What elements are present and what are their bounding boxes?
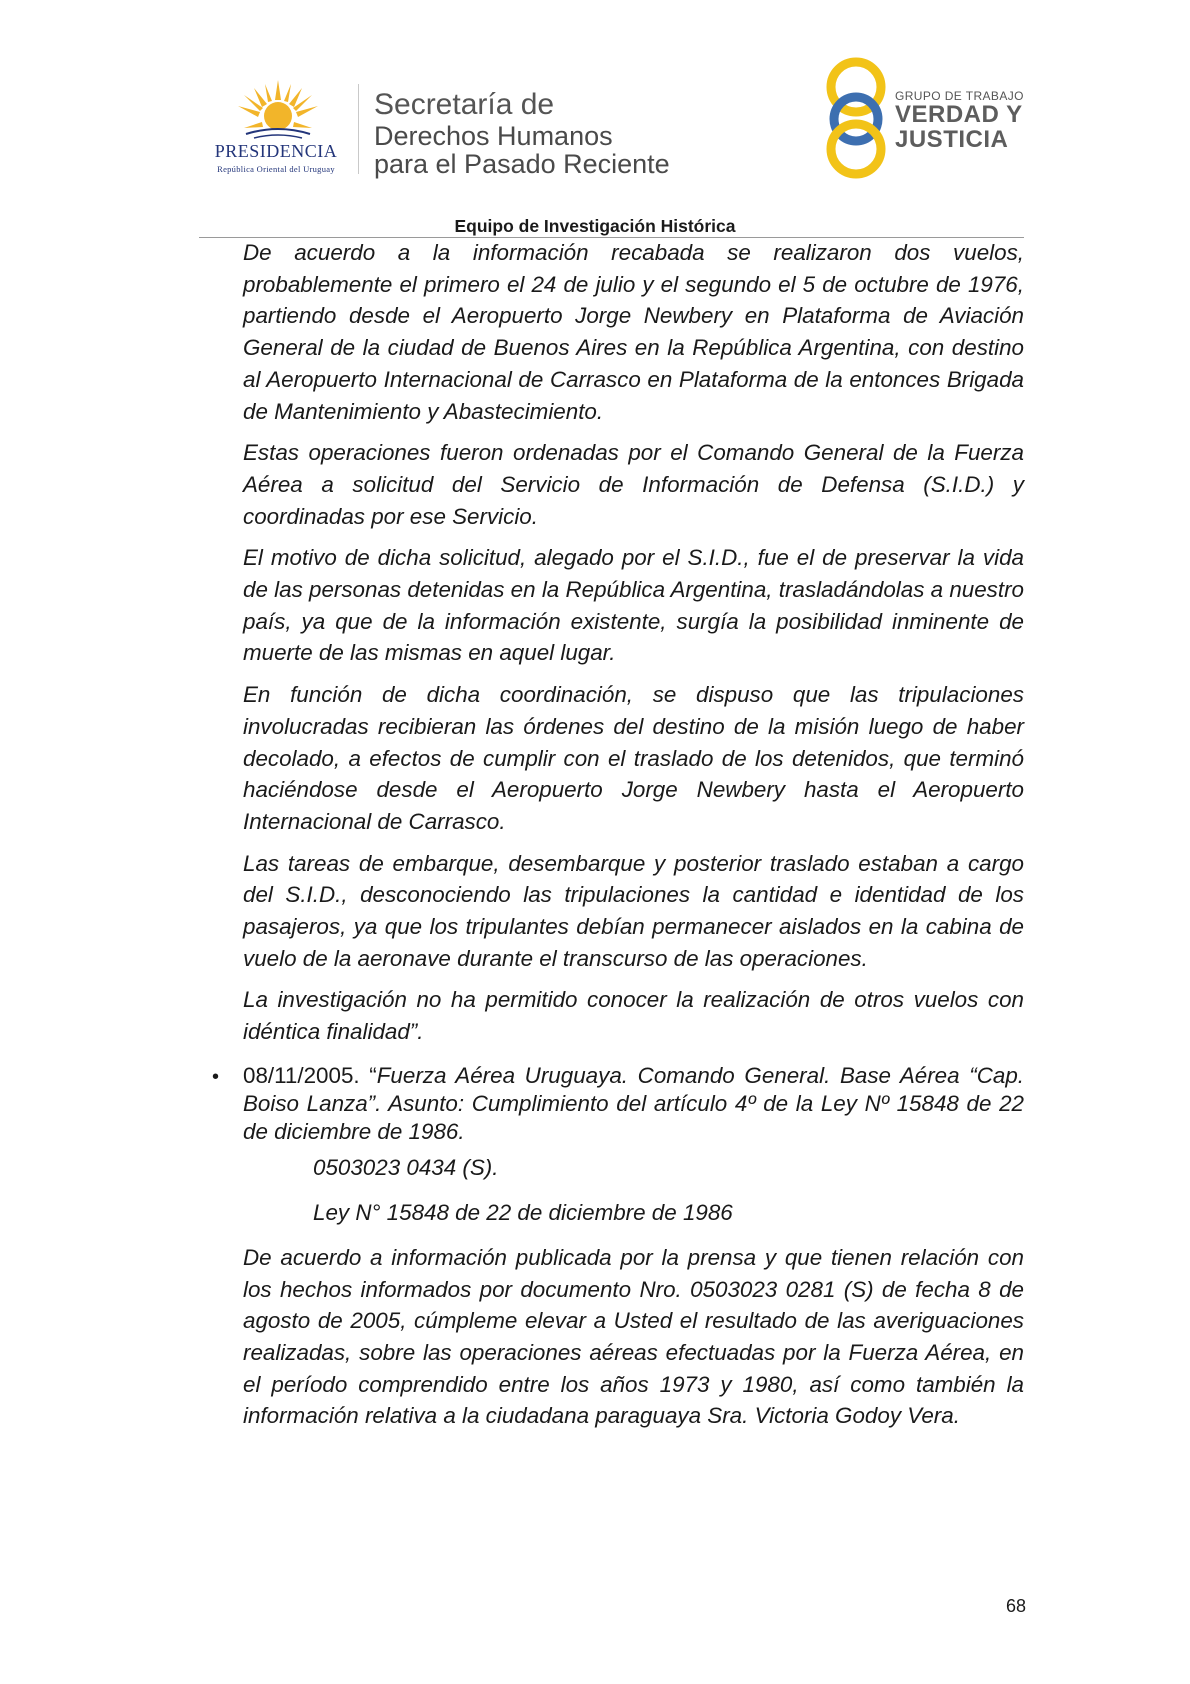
page-header (0, 0, 1190, 215)
law-reference: Ley N° 15848 de 22 de diciembre de 1986 (313, 1199, 733, 1225)
bullet-subject: Fuerza Aérea Uruguaya. Comando General. Base Aérea “Cap. Boiso Lanza”. Asunto: Cumplimiento del artículo 4º de la Ley Nº 15848 de 22 de diciembre de 1986. (243, 1062, 1024, 1144)
bullet-date: 08/11/2005. “ (243, 1062, 377, 1088)
grupo-line3: JUSTICIA (895, 126, 1009, 153)
document-reference: 0503023 0434 (S). (313, 1154, 499, 1180)
presidencia-name: PRESIDENCIA (214, 141, 338, 161)
document-body (212, 237, 1024, 1442)
linked-rings-icon (823, 57, 889, 179)
equipo-title: Equipo de Investigación Histórica (454, 216, 736, 236)
grupo-line2: VERDAD Y (895, 101, 1023, 128)
secretaria-line3: para el Pasado Reciente (374, 149, 670, 179)
header-divider (358, 84, 359, 174)
grupo-line1: GRUPO DE TRABAJO (895, 89, 1024, 103)
paragraph: Estas operaciones fueron ordenadas por el Comando General de la Fuerza Aérea a solicitud del Servicio de Información de Defensa (S.I.D.) y coordinadas por ese Servicio. (243, 440, 1024, 529)
presidencia-subtitle: República Oriental del Uruguay (217, 164, 335, 174)
paragraph: La investigación no ha permitido conocer la realización de otros vuelos con idéntica finalidad”. (243, 987, 1024, 1045)
paragraph: De acuerdo a la información recabada se realizaron dos vuelos, probablemente el primero el 24 de julio y el segundo el 5 de octubre de 1976, partiendo desde el Aeropuerto Jorge Newbery en Plataforma de Aviación General de la ciudad de Buenos Aires en la República Argentina, con destino al Aeropuerto Internacional de Carrasco en Plataforma de la entonces Brigada de Mantenimiento y Abastecimiento. (243, 240, 1024, 424)
paragraph: Las tareas de embarque, desembarque y posterior traslado estaban a cargo del S.I.D., desconociendo las tripulaciones la cantidad e identidad de los pasajeros, ya que los tripulantes debían permanecer aislados en la cabina de vuelo de la aeronave durante el transcurso de las operaciones. (243, 850, 1024, 971)
bullet-icon: • (212, 1065, 220, 1088)
page-number: 68 (1006, 1596, 1027, 1616)
paragraph: El motivo de dicha solicitud, alegado por el S.I.D., fue el de preservar la vida de las personas detenidas en la República Argentina, trasladándolas a nuestro país, ya que de la información existente, surgía la posibilidad inminente de muerte de las mismas en aquel lugar. (243, 545, 1024, 666)
paragraph: En función de dicha coordinación, se dispuso que las tripulaciones involucradas recibieran las órdenes del destino de la misión luego de haber decolado, a efectos de cumplir con el traslado de los detenidos, que terminó haciéndose desde el Aeropuerto Jorge Newbery hasta el Aeropuerto Internacional de Carrasco. (243, 682, 1024, 834)
grupo-verdad-justicia-logo (823, 57, 1043, 182)
paragraph: De acuerdo a información publicada por la prensa y que tienen relación con los hechos informados por documento Nro. 0503023 0281 (S) de fecha 8 de agosto de 2005, cúmpleme elevar a Usted el resultado de las averiguaciones realizadas, sobre las operaciones aéreas efectuadas por la Fuerza Aérea, en el período comprendido entre los años 1973 y 1980, así como también la información relativa a la ciudadana paraguaya Sra. Victoria Godoy Vera. (243, 1244, 1024, 1429)
secretaria-line2: Derechos Humanos (374, 121, 613, 151)
bullet-text (243, 1062, 1024, 1146)
bullet-item (212, 1062, 1024, 1146)
presidencia-logo (196, 80, 356, 180)
secretaria-line1: Secretaría de (374, 88, 555, 121)
sun-emblem-icon (234, 80, 322, 144)
secretaria-logo (374, 88, 704, 178)
